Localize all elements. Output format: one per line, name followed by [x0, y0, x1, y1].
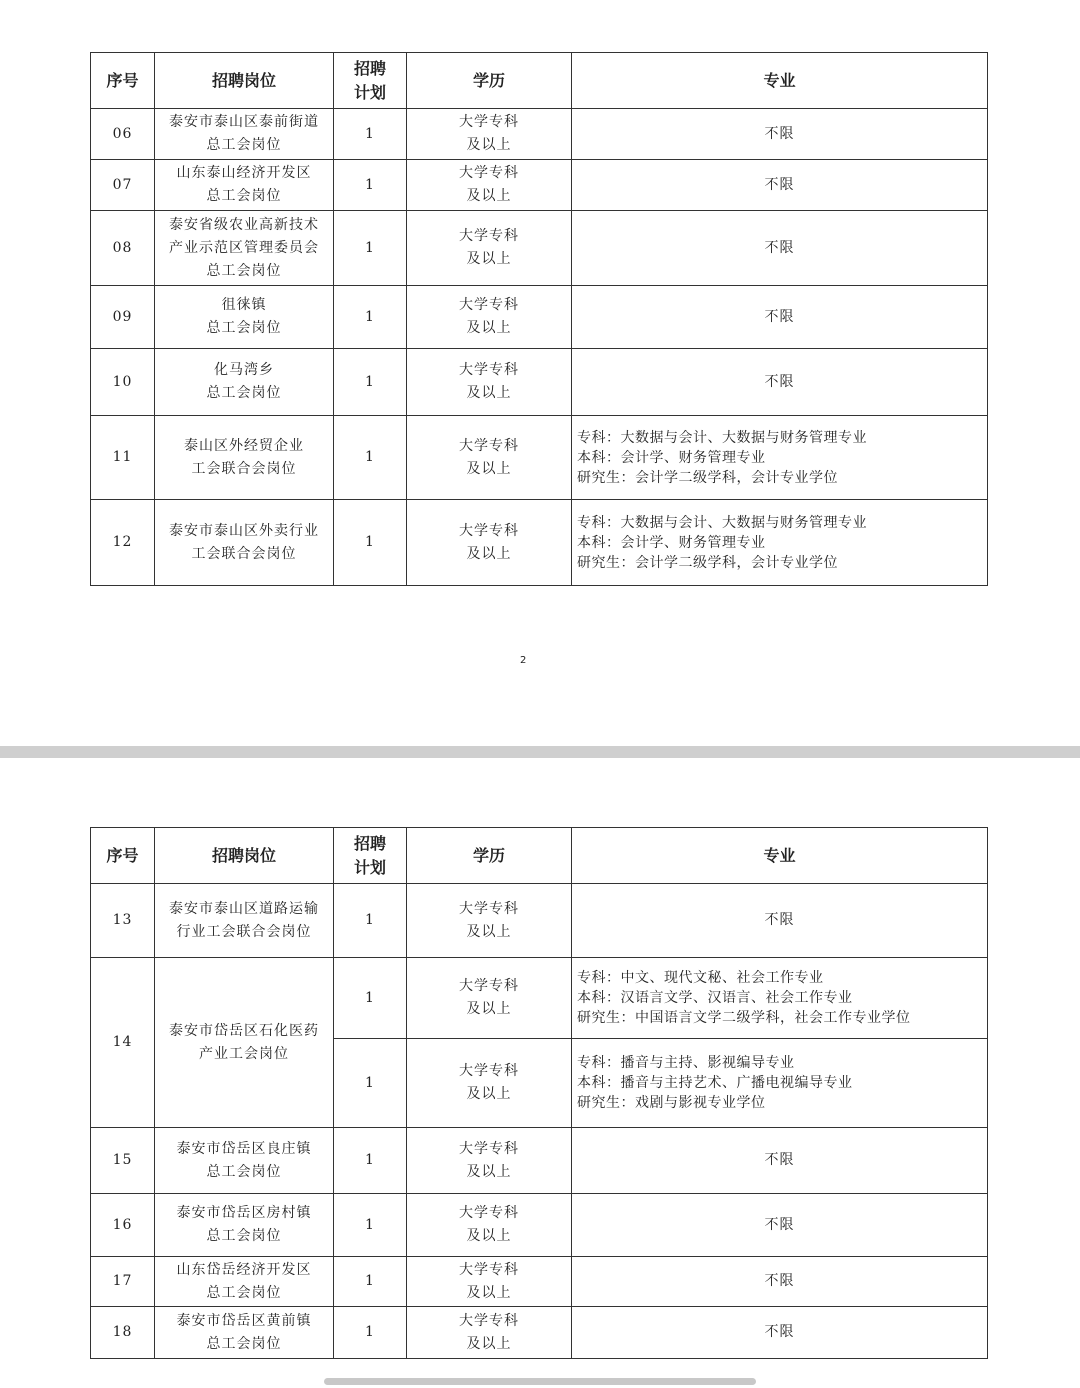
cell-no: 12 [91, 500, 155, 586]
cell-major: 不限 [572, 1194, 988, 1257]
cell-no: 06 [91, 109, 155, 160]
table-row [91, 1257, 988, 1307]
table-row [91, 416, 988, 500]
cell-position: 泰安市泰山区道路运输 行业工会联合会岗位 [155, 884, 334, 958]
table-row [91, 1194, 988, 1257]
cell-position: 化马湾乡 总工会岗位 [155, 349, 334, 416]
header-plan: 招聘 计划 [334, 828, 407, 884]
cell-plan: 1 [334, 1039, 407, 1128]
header-major: 专业 [572, 53, 988, 109]
table-header-row [91, 828, 988, 884]
cell-education: 大学专科 及以上 [407, 211, 572, 286]
cell-plan: 1 [334, 884, 407, 958]
cell-major: 不限 [572, 884, 988, 958]
cell-major: 不限 [572, 160, 988, 211]
cell-education: 大学专科 及以上 [407, 1194, 572, 1257]
header-education: 学历 [407, 828, 572, 884]
cell-plan: 1 [334, 211, 407, 286]
table-row [91, 349, 988, 416]
cell-major: 专科：中文、现代文秘、社会工作专业 本科：汉语言文学、汉语言、社会工作专业 研究生：中国语言文学二级学科，社会工作专业学位 [572, 958, 988, 1039]
cell-plan: 1 [334, 109, 407, 160]
cell-education: 大学专科 及以上 [407, 958, 572, 1039]
cell-position: 山东泰山经济开发区 总工会岗位 [155, 160, 334, 211]
cell-position: 泰安市岱岳区良庄镇 总工会岗位 [155, 1128, 334, 1194]
cell-position: 山东岱岳经济开发区 总工会岗位 [155, 1257, 334, 1307]
cell-major: 不限 [572, 286, 988, 349]
header-no: 序号 [91, 828, 155, 884]
table-row [91, 958, 988, 1039]
cell-no: 13 [91, 884, 155, 958]
cell-no: 08 [91, 211, 155, 286]
cell-no: 07 [91, 160, 155, 211]
cell-position: 泰安市泰山区外卖行业 工会联合会岗位 [155, 500, 334, 586]
header-education: 学历 [407, 53, 572, 109]
cell-position: 泰安省级农业高新技术 产业示范区管理委员会 总工会岗位 [155, 211, 334, 286]
table-row [91, 211, 988, 286]
cell-major: 不限 [572, 1128, 988, 1194]
cell-position: 泰安市岱岳区房村镇 总工会岗位 [155, 1194, 334, 1257]
cell-education: 大学专科 及以上 [407, 109, 572, 160]
cell-plan: 1 [334, 349, 407, 416]
cell-education: 大学专科 及以上 [407, 1257, 572, 1307]
cell-plan: 1 [334, 1307, 407, 1359]
cell-major: 不限 [572, 1307, 988, 1359]
cell-plan: 1 [334, 1128, 407, 1194]
header-major: 专业 [572, 828, 988, 884]
cell-no: 09 [91, 286, 155, 349]
cell-education: 大学专科 及以上 [407, 416, 572, 500]
cell-no: 16 [91, 1194, 155, 1257]
cell-no: 10 [91, 349, 155, 416]
table-row [91, 160, 988, 211]
header-position: 招聘岗位 [155, 828, 334, 884]
header-no: 序号 [91, 53, 155, 109]
table-row [91, 500, 988, 586]
cell-no: 18 [91, 1307, 155, 1359]
header-plan: 招聘 计划 [334, 53, 407, 109]
cell-education: 大学专科 及以上 [407, 160, 572, 211]
cell-plan: 1 [334, 500, 407, 586]
document-page-2 [0, 758, 1080, 1388]
cell-major: 专科：大数据与会计、大数据与财务管理专业 本科：会计学、财务管理专业 研究生：会计学二级学科，会计专业学位 [572, 500, 988, 586]
cell-position: 泰安市岱岳区黄前镇 总工会岗位 [155, 1307, 334, 1359]
cell-major: 不限 [572, 109, 988, 160]
cell-no: 14 [91, 958, 155, 1128]
cell-position: 泰安市岱岳区石化医药 产业工会岗位 [155, 958, 334, 1128]
cell-plan: 1 [334, 1257, 407, 1307]
table-header-row [91, 53, 988, 109]
table-row [91, 109, 988, 160]
cell-education: 大学专科 及以上 [407, 1128, 572, 1194]
header-position: 招聘岗位 [155, 53, 334, 109]
page-number: 2 [520, 655, 527, 666]
cell-position: 徂徕镇 总工会岗位 [155, 286, 334, 349]
home-indicator-bar[interactable] [324, 1378, 756, 1385]
table-row [91, 1128, 988, 1194]
table-row [91, 286, 988, 349]
cell-no: 17 [91, 1257, 155, 1307]
cell-plan: 1 [334, 286, 407, 349]
cell-major: 专科：大数据与会计、大数据与财务管理专业 本科：会计学、财务管理专业 研究生：会计学二级学科，会计专业学位 [572, 416, 988, 500]
cell-no: 11 [91, 416, 155, 500]
cell-major: 专科：播音与主持、影视编导专业 本科：播音与主持艺术、广播电视编导专业 研究生：戏剧与影视专业学位 [572, 1039, 988, 1128]
cell-major: 不限 [572, 349, 988, 416]
cell-position: 泰山区外经贸企业 工会联合会岗位 [155, 416, 334, 500]
cell-education: 大学专科 及以上 [407, 286, 572, 349]
recruitment-table-page-1 [90, 52, 988, 586]
cell-education: 大学专科 及以上 [407, 500, 572, 586]
cell-education: 大学专科 及以上 [407, 349, 572, 416]
cell-education: 大学专科 及以上 [407, 884, 572, 958]
cell-no: 15 [91, 1128, 155, 1194]
page-separator [0, 746, 1080, 758]
cell-major: 不限 [572, 1257, 988, 1307]
cell-major: 不限 [572, 211, 988, 286]
cell-plan: 1 [334, 416, 407, 500]
cell-education: 大学专科 及以上 [407, 1039, 572, 1128]
cell-plan: 1 [334, 958, 407, 1039]
table-row [91, 884, 988, 958]
table-row [91, 1307, 988, 1359]
cell-plan: 1 [334, 160, 407, 211]
cell-education: 大学专科 及以上 [407, 1307, 572, 1359]
cell-plan: 1 [334, 1194, 407, 1257]
recruitment-table-page-2 [90, 827, 988, 1359]
cell-position: 泰安市泰山区泰前街道 总工会岗位 [155, 109, 334, 160]
